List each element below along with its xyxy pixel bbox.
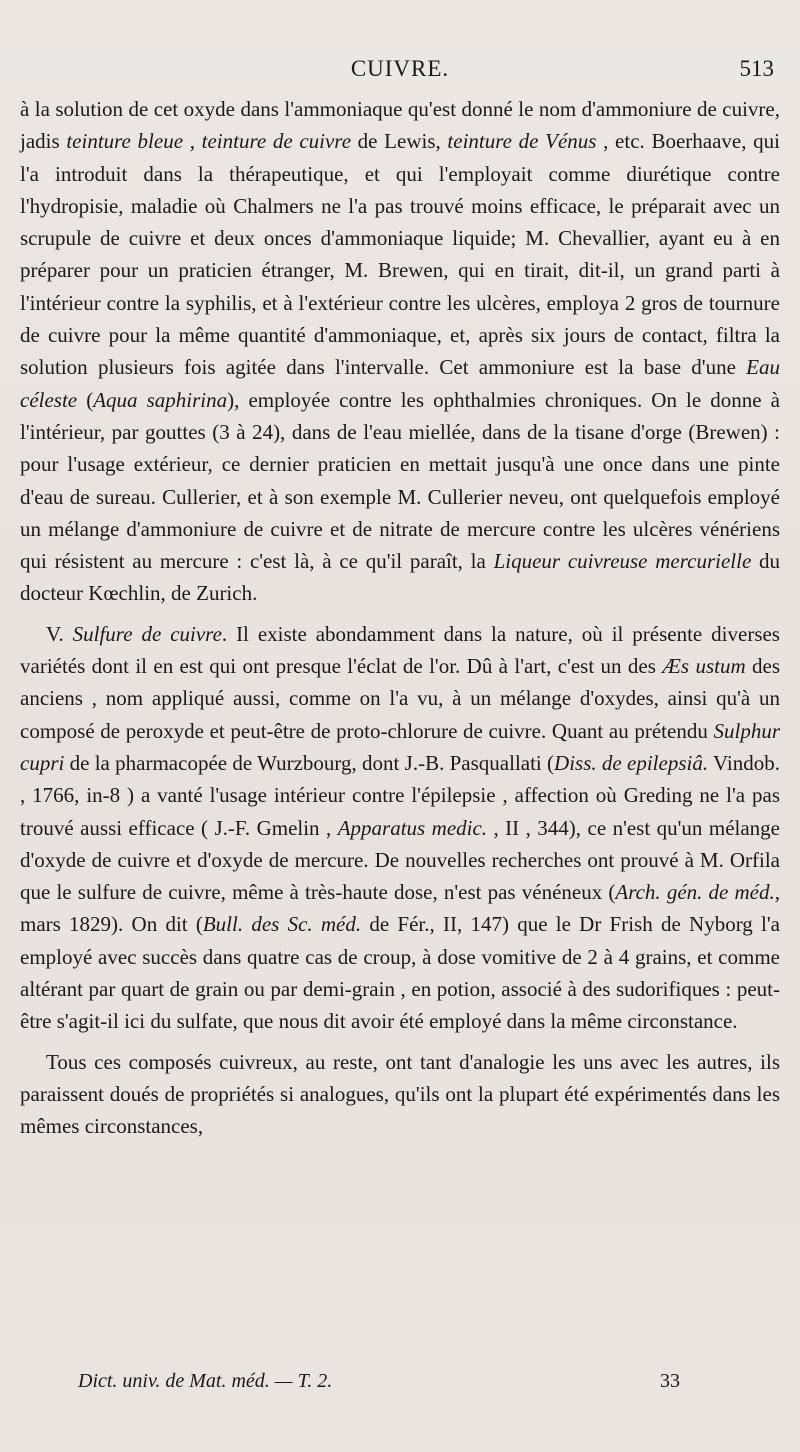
italic-term: Arch. gén. de méd. — [615, 880, 775, 905]
italic-term: teinture de cuivre — [201, 129, 352, 154]
body-text — [20, 93, 780, 1143]
page-footer — [78, 1370, 680, 1400]
text-run: Vindob. , 1766, in-8 ) a vanté l'usage intérieur contre l'épilepsie , affection où Greding ne l'a pas trouvé aussi efficace ( J.-F. Gmelin , — [20, 750, 781, 840]
text-run: , — [183, 129, 202, 154]
text-run: de la pharmacopée de Wurzbourg, dont J.-B. Pasquallati ( — [64, 750, 555, 775]
text-run: , mars 1829). On dit ( — [20, 880, 780, 937]
page-title: CUIVRE. — [350, 56, 450, 81]
paragraph-sulfure — [20, 618, 780, 1038]
paragraph-composes — [20, 1046, 780, 1143]
sheet-number: 33 — [660, 1370, 680, 1392]
text-run: à la solution de cet oxyde dans l'ammoniaque qu'est donné le nom d'ammoniure de cuivre, jadis — [20, 97, 780, 154]
italic-term: Bull. des Sc. méd. — [202, 912, 362, 937]
italic-term: teinture bleue — [66, 129, 184, 154]
italic-term: Diss. de epilepsiâ. — [554, 750, 709, 775]
text-run: du docteur Kœchlin, de Zurich. — [20, 549, 781, 606]
paragraph-ammoniure — [20, 93, 780, 610]
text-run: ( — [77, 387, 94, 412]
page-number: 513 — [739, 56, 774, 81]
signature-mark: Dict. univ. de Mat. méd. — T. 2. — [78, 1370, 333, 1392]
text-run: . Il existe abondamment dans la nature, où il présente diverses variétés dont il en est qui ont presque l'éclat de l'or. Dû à l'art, c'est un des — [20, 621, 780, 679]
text-run: de Fér., II, 147) que le Dr Frish de Nyborg l'a employé avec succès dans quatre cas de croup, à dose vomitive de 2 à 4 grains, et comme altérant par quart de grain ou par demi-grain , en potion, associé à des sudorifiques : peut-être s'agit-il ici du sulfate, que nous dit avoir été employé dans la même circonstance. — [20, 912, 780, 1034]
italic-term: Eau céleste — [20, 355, 780, 412]
italic-term: teinture de Vénus — [447, 129, 597, 154]
text-run: ), employée contre les ophthalmies chroniques. On le donne à l'intérieur, par gouttes (3 à 24), dans de l'eau miellée, dans de la tisane d'orge (Brewen) : pour l'usage extérieur, ce dernier praticien en mettait jusqu'à une once dans une pinte d'eau de sureau. Cullerier, et à son exemple M. Cullerier neveu, ont quelquefois employé un mélange d'ammoniure de cuivre et de nitrate de mercure contre les ulcères vénériens qui résistent au mercure : c'est là, à ce qu'il paraît, la — [20, 387, 780, 574]
text-run: V. — [46, 621, 73, 646]
running-head — [20, 56, 780, 88]
italic-term: Sulphur cupri — [20, 718, 780, 775]
italic-term: Liqueur cuivreuse mercurielle — [493, 549, 752, 574]
text-run: , II , 344), ce n'est qu'un mélange d'oxyde de cuivre et d'oxyde de mercure. De nouvelles recherches ont prouvé à M. Orfila que le sulfure de cuivre, même à très-haute dose, n'est pas vénéneux ( — [20, 815, 780, 905]
text-run: des anciens , nom appliqué aussi, comme on l'a vu, à un mélange d'oxydes, ainsi qu'à un composé de peroxyde et peut-être de proto-chlorure de cuivre. Quant au prétendu — [20, 654, 780, 743]
section-heading: Sulfure de cuivre — [72, 621, 222, 646]
italic-term: Æs ustum — [662, 654, 746, 679]
text-run: , etc. Boerhaave, qui l'a introduit dans la thérapeutique, et qui l'employait comme diurétique contre l'hydropisie, maladie où Chalmers ne l'a pas trouvé moins efficace, le préparait avec un scrupule de cuivre et deux onces d'ammoniaque liquide; M. Chevallier, ayant eu à en préparer pour un praticien étranger, M. Brewen, qui en tirait, dit-il, un grand parti à l'intérieur contre la syphilis, et à l'extérieur contre les ulcères, employa 2 gros de tournure de cuivre pour la même quantité d'ammoniaque, et, après six jours de contact, filtra la solution plusieurs fois agitée dans l'intervalle. Cet ammoniure est la base d'une — [20, 129, 780, 380]
italic-term: Aqua saphirina — [93, 387, 228, 412]
text-run: de Lewis, — [351, 129, 448, 154]
text-run: Tous ces composés cuivreux, au reste, ont tant d'analogie les uns avec les autres, ils paraissent doués de propriétés si analogues, qu'ils ont la plupart été expérimentés dans les mêmes circonstances, — [20, 1049, 780, 1139]
italic-term: Apparatus medic. — [337, 815, 488, 840]
